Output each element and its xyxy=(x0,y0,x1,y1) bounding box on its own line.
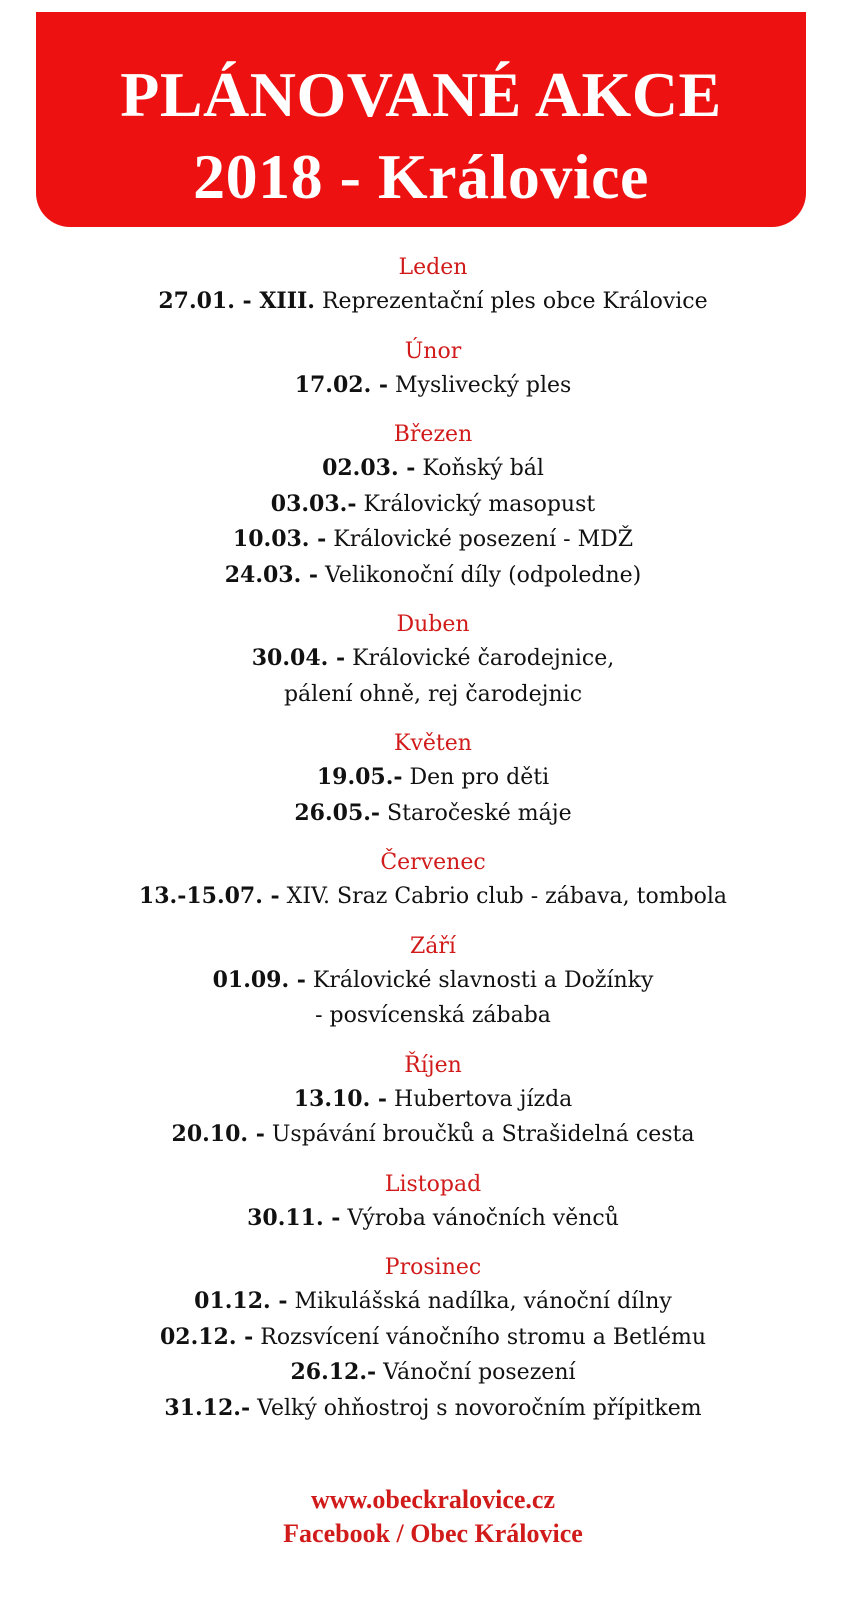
event-date: 19.05.- xyxy=(316,764,403,790)
event-date: 03.03.- xyxy=(270,490,357,517)
event-item xyxy=(0,1117,866,1153)
event-description: Výroba vánočních věnců xyxy=(340,1205,619,1231)
page-title: PLÁNOVANÉ AKCE xyxy=(120,59,722,130)
event-item xyxy=(0,368,866,404)
event-item xyxy=(0,1201,866,1237)
month-heading: Říjen xyxy=(404,1052,462,1078)
month-section xyxy=(0,931,866,1034)
event-description: Uspávání broučků a Strašidelná cesta xyxy=(264,1122,695,1147)
event-description: Hubertova jízda xyxy=(387,1086,573,1112)
event-date: 30.11. - xyxy=(247,1204,341,1231)
event-item xyxy=(0,1391,866,1427)
month-section xyxy=(0,1050,866,1153)
event-item xyxy=(0,558,866,594)
event-date: 02.12. - xyxy=(159,1323,254,1350)
event-description: Královický masopust xyxy=(356,491,596,517)
event-item xyxy=(0,963,866,999)
event-item xyxy=(0,677,866,713)
month-heading: Únor xyxy=(404,338,462,364)
page-subtitle: 2018 - Královice xyxy=(193,141,649,212)
event-item xyxy=(0,1082,866,1118)
event-description: XIV. Sraz Cabrio club - zábava, tombola xyxy=(279,884,728,909)
event-description: Velký ohňostroj s novoročním přípitkem xyxy=(250,1395,702,1421)
event-date: 01.12. - xyxy=(194,1288,288,1314)
event-date: 27.01. - XIII. xyxy=(158,288,315,314)
month-section xyxy=(0,728,866,831)
event-item xyxy=(0,1355,866,1391)
month-heading: Září xyxy=(410,933,456,959)
facebook-link[interactable]: Facebook / Obec Královice xyxy=(283,1519,583,1548)
event-item xyxy=(0,879,866,915)
event-description: Mikulášská nadílka, vánoční dílny xyxy=(287,1289,672,1314)
month-heading: Červenec xyxy=(380,850,486,875)
event-description: Královické posezení - MDŽ xyxy=(326,527,634,552)
event-item xyxy=(0,796,866,832)
month-section xyxy=(0,609,866,712)
event-description: Královické slavnosti a Dožínky xyxy=(305,967,654,993)
event-date: 13.10. - xyxy=(293,1085,388,1112)
event-item xyxy=(0,1320,866,1356)
event-item xyxy=(0,284,866,320)
month-heading: Listopad xyxy=(384,1171,482,1197)
event-date: 26.12.- xyxy=(290,1359,377,1385)
event-description: Den pro děti xyxy=(402,765,550,790)
event-date: 01.09. - xyxy=(212,966,306,993)
month-heading: Leden xyxy=(398,255,468,280)
month-heading: Duben xyxy=(396,612,470,637)
event-description: Myslivecký ples xyxy=(388,372,572,398)
event-description: Rozsvícení vánočního stromu a Betlému xyxy=(253,1324,707,1350)
website-link[interactable]: www.obeckralovice.cz xyxy=(310,1485,556,1514)
event-date: 10.03. - xyxy=(232,526,327,552)
event-item xyxy=(0,522,866,558)
event-description: Staročeské máje xyxy=(380,800,572,826)
event-date: 24.03. - xyxy=(224,561,319,588)
event-description: Vánoční posezení xyxy=(376,1360,576,1385)
event-date: 17.02. - xyxy=(294,371,389,398)
event-date: 31.12.- xyxy=(164,1394,251,1421)
month-heading: Březen xyxy=(393,422,473,447)
month-heading: Květen xyxy=(394,731,472,756)
event-description: Koňský bál xyxy=(415,456,544,481)
event-date: 20.10. - xyxy=(171,1121,265,1147)
event-item xyxy=(0,1284,866,1320)
month-section xyxy=(0,419,866,593)
footer xyxy=(0,1483,866,1551)
event-item xyxy=(0,760,866,796)
event-item xyxy=(0,487,866,523)
event-item xyxy=(0,451,866,487)
event-description: Královické čarodejnice, xyxy=(345,646,615,671)
event-date: 02.03. - xyxy=(322,455,416,481)
month-section xyxy=(0,1252,866,1426)
event-date: 26.05.- xyxy=(294,799,381,826)
month-section xyxy=(0,847,866,915)
event-schedule xyxy=(0,252,866,1442)
event-description: pálení ohně, rej čarodejnic xyxy=(283,681,583,707)
event-date: 13.-15.07. - xyxy=(138,883,280,909)
event-description: Velikonoční díly (odpoledne) xyxy=(318,562,642,588)
event-item xyxy=(0,998,866,1034)
title-banner xyxy=(36,12,806,227)
event-item xyxy=(0,641,866,677)
event-description: - posvícenská zábaba xyxy=(315,1003,551,1028)
month-heading: Prosinec xyxy=(384,1255,482,1280)
event-date: 30.04. - xyxy=(251,645,346,671)
month-section xyxy=(0,336,866,404)
month-section xyxy=(0,252,866,320)
month-section xyxy=(0,1169,866,1237)
event-description: Reprezentační ples obce Královice xyxy=(314,289,708,314)
